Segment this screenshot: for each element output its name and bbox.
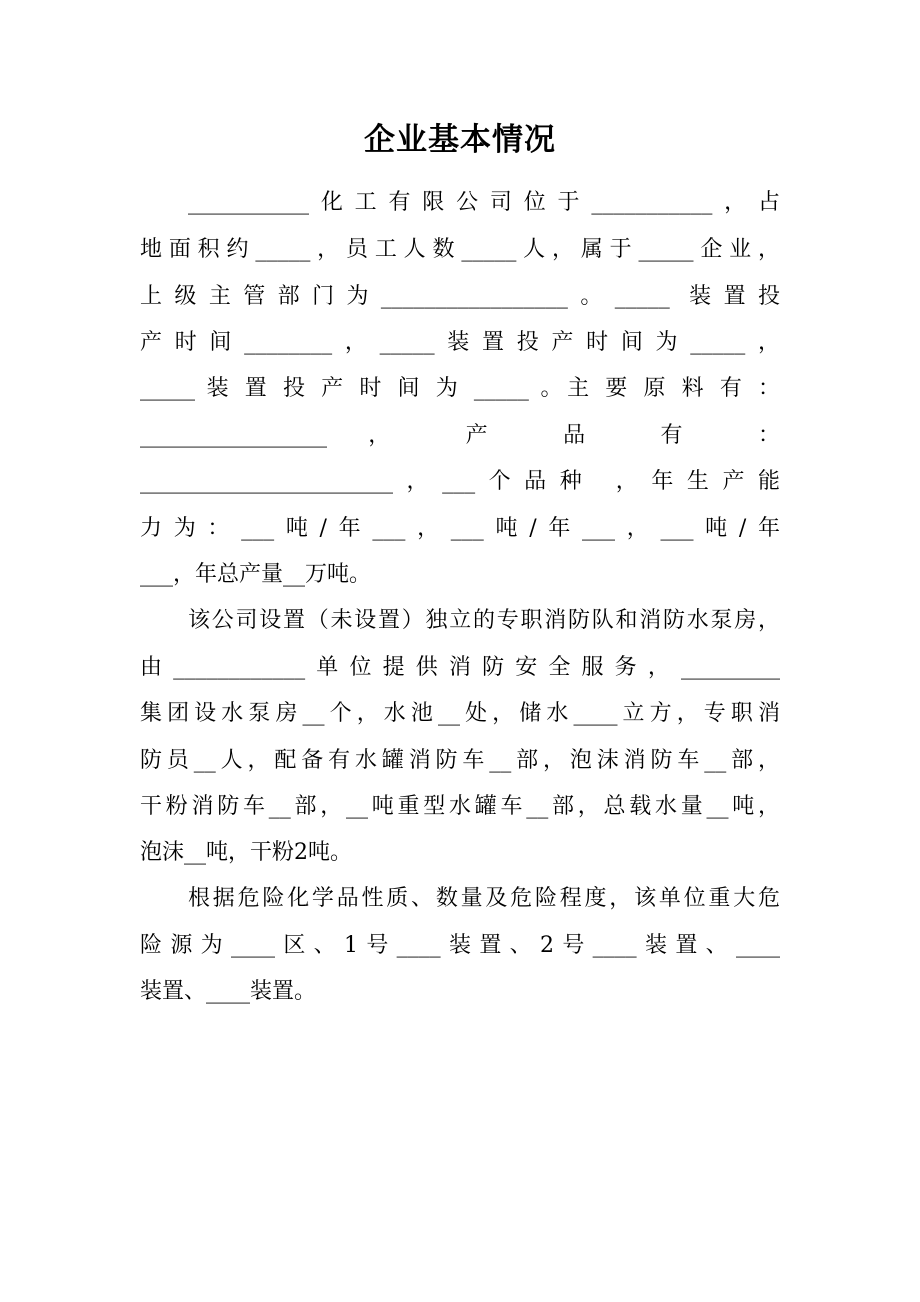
text-line: 防员__人，配备有水罐消防车__部，泡沫消防车__部， [140,748,780,773]
text-line: 上级主管部门为_________________。_____ 装置投 [140,284,780,309]
text-line: 险源为____区、1号____装置、2号____装置、____ [140,933,780,958]
text-line: 干粉消防车__部，__吨重型水罐车__部，总载水量__吨， [140,794,780,819]
text-line: ___，年总产量__万吨。 [140,562,372,587]
text-line: _______________________，___个品种 ，年生产能 [140,469,780,494]
text-line: 产时间________，_____装置投产时间为_____， [140,330,780,355]
text-line: 根据危险化学品性质、数量及危险程度，该单位重大危 [188,886,780,911]
text-line: 力为：___吨/年___，___吨/年___，___吨/年 [140,516,780,541]
text-line: _________________ ， 产 品 有 ： [140,423,780,448]
page-title: 企业基本情况 [364,122,556,158]
text-line: 由____________单位提供消防安全服务，_________ [140,655,780,680]
text-line: 泡沫__吨，干粉2吨。 [140,840,352,865]
text-line: _____ 装 置 投 产 时 间 为 _____ 。主 要 原 料 有 ： [140,376,780,401]
text-line: 该公司设置（未设置）独立的专职消防队和消防水泵房， [188,608,780,633]
text-line: 集团设水泵房__个，水池__处，储水____立方，专职消 [140,701,780,726]
text-line: ___________化工有限公司位于___________，占 [188,190,780,215]
text-line: 装置、____装置。 [140,979,317,1004]
text-line: 地面积约_____，员工人数_____人，属于_____企业， [140,237,780,262]
